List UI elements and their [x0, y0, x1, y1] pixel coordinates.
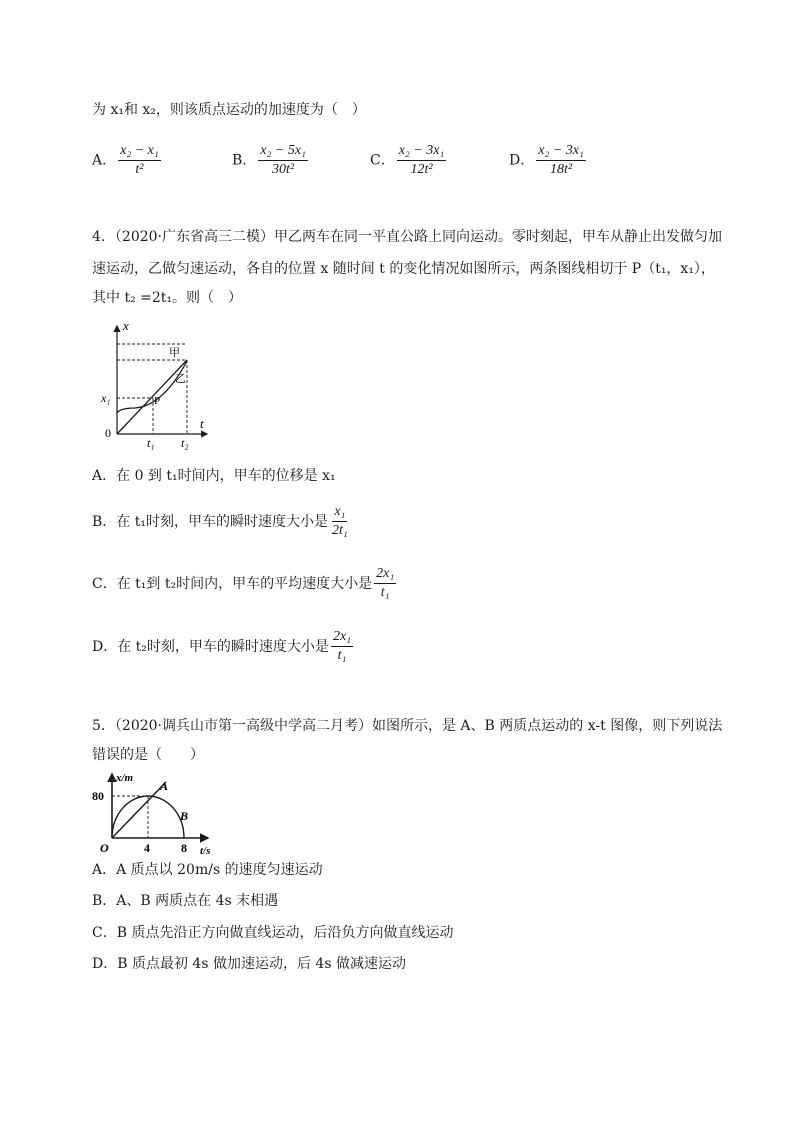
q4-label-x1: x₁	[101, 391, 111, 405]
q4-option-b[interactable]	[92, 504, 352, 539]
q4-label-t1: t₁	[147, 436, 155, 450]
q4-label-t2: t₂	[181, 436, 189, 450]
q5-option-c-letter: C．	[92, 925, 117, 941]
q4-axis-label-t: t	[200, 416, 204, 431]
q3-stem-continuation: 为 x₁和 x₂，则该质点运动的加速度为（ ）	[92, 102, 366, 118]
q4-option-c[interactable]	[92, 566, 398, 601]
q5-tick-80: 80	[92, 789, 104, 803]
q4-option-a-text: 在 0 到 t₁时间内，甲车的位移是 x₁	[116, 468, 336, 484]
q5-option-b-text: A、B 两质点在 4s 末相遇	[116, 893, 279, 909]
q4-option-d-letter: D．	[92, 638, 118, 655]
q3-option-d-numerator: x₂ − 3x₁	[536, 143, 586, 161]
q5-option-d-text: B 质点最初 4s 做加速运动，后 4s 做减速运动	[117, 956, 406, 972]
q3-option-a-fraction	[118, 143, 161, 178]
q4-option-c-numerator: 2x₁	[374, 566, 396, 584]
q4-origin-label: 0	[105, 426, 111, 440]
q3-option-a[interactable]	[92, 143, 163, 178]
q3-option-c-numerator: x₂ − 3x₁	[397, 143, 447, 161]
q4-option-b-text: 在 t₁时刻，甲车的瞬时速度大小是	[116, 513, 328, 530]
q4-option-b-numerator: x₁	[332, 504, 347, 522]
q4-option-a[interactable]	[92, 466, 336, 486]
q4-label-jia: 甲	[169, 347, 180, 359]
q5-stem-line-2: 错误的是（ ）	[92, 747, 204, 763]
q5-label-b: B	[180, 809, 189, 823]
q5-stem-line-1: 5．（2020·调兵山市第一高级中学高二月考）如图所示，是 A、B 两质点运动的 x-t 图像，则下列说法	[92, 718, 723, 734]
q4-label-yi: 乙	[175, 373, 186, 385]
q5-option-c[interactable]	[92, 923, 453, 943]
q3-option-d-letter: D．	[509, 152, 535, 169]
q3-option-b-letter: B．	[232, 152, 257, 169]
q4-option-b-denominator: 2t₁	[332, 523, 348, 538]
q5-axis-label-x: x/m	[116, 772, 134, 784]
q3-option-d[interactable]	[509, 143, 588, 178]
q3-option-c-letter: C．	[370, 152, 395, 169]
q5-axis-label-t: t/s	[200, 845, 211, 857]
q5-option-a-letter: A．	[92, 862, 117, 878]
q4-stem-line-2: 速运动，乙做匀速运动，各自的位置 x 随时间 t 的变化情况如图所示，两条图线相切于 P（t₁，x₁），	[92, 261, 715, 277]
q5-option-b[interactable]	[92, 891, 278, 911]
q5-option-d-letter: D．	[92, 956, 118, 972]
q3-option-c-fraction	[397, 143, 447, 178]
q3-option-a-letter: A．	[92, 152, 117, 169]
q4-option-d-fraction	[331, 629, 353, 664]
q5-line-a	[112, 782, 166, 838]
q5-option-b-letter: B．	[92, 893, 117, 909]
q5-option-d[interactable]	[92, 954, 406, 974]
q5-origin-label: O	[100, 841, 109, 855]
q4-label-p: P	[154, 395, 161, 407]
q5-option-a-text: A 质点以 20m/s 的速度匀速运动	[116, 862, 323, 878]
q4-option-d-text: 在 t₂时刻，甲车的瞬时速度大小是	[117, 638, 329, 655]
q4-xt-graph	[95, 318, 220, 453]
q4-stem-line-1: 4．（2020·广东省高三二模）甲乙两车在同一平直公路上同向运动。零时刻起，甲车从静止出发做匀加	[92, 229, 722, 245]
q5-xt-graph	[88, 770, 218, 860]
q3-option-b[interactable]	[232, 143, 310, 178]
q4-option-c-letter: C．	[92, 575, 117, 592]
q3-option-c-denominator: 12t²	[410, 162, 433, 177]
q4-option-d-numerator: 2x₁	[331, 629, 353, 647]
q3-option-b-denominator: 30t²	[272, 162, 295, 177]
q3-option-d-fraction	[536, 143, 586, 178]
q4-option-c-text: 在 t₁到 t₂时间内，甲车的平均速度大小是	[116, 575, 373, 592]
q4-axis-label-x: x	[123, 318, 129, 333]
q4-option-d[interactable]	[92, 629, 355, 664]
q5-tick-4: 4	[144, 841, 150, 855]
q3-option-a-numerator: x₂ − x₁	[118, 143, 161, 161]
q3-option-b-fraction	[258, 143, 308, 178]
q4-curve-jia	[117, 361, 187, 413]
q3-option-b-numerator: x₂ − 5x₁	[258, 143, 308, 161]
q4-option-c-fraction	[374, 566, 396, 601]
q5-option-a[interactable]	[92, 860, 323, 880]
q4-option-b-fraction	[330, 504, 350, 539]
q3-option-c[interactable]	[370, 143, 448, 178]
q4-option-a-letter: A．	[92, 468, 117, 484]
q4-line-yi	[117, 360, 187, 434]
q5-label-a: A	[160, 779, 169, 793]
q4-option-c-denominator: t₁	[380, 585, 390, 600]
q4-option-d-denominator: t₁	[337, 648, 347, 663]
q3-option-d-denominator: 18t²	[549, 162, 573, 177]
q4-option-b-letter: B．	[92, 513, 117, 530]
q5-tick-8: 8	[181, 841, 187, 855]
q3-option-a-denominator: t²	[135, 162, 144, 177]
q5-option-c-text: B 质点先沿正方向做直线运动，后沿负方向做直线运动	[116, 925, 454, 941]
q4-stem-line-3: 其中 t₂ =2t₁。则（ ）	[92, 290, 243, 306]
